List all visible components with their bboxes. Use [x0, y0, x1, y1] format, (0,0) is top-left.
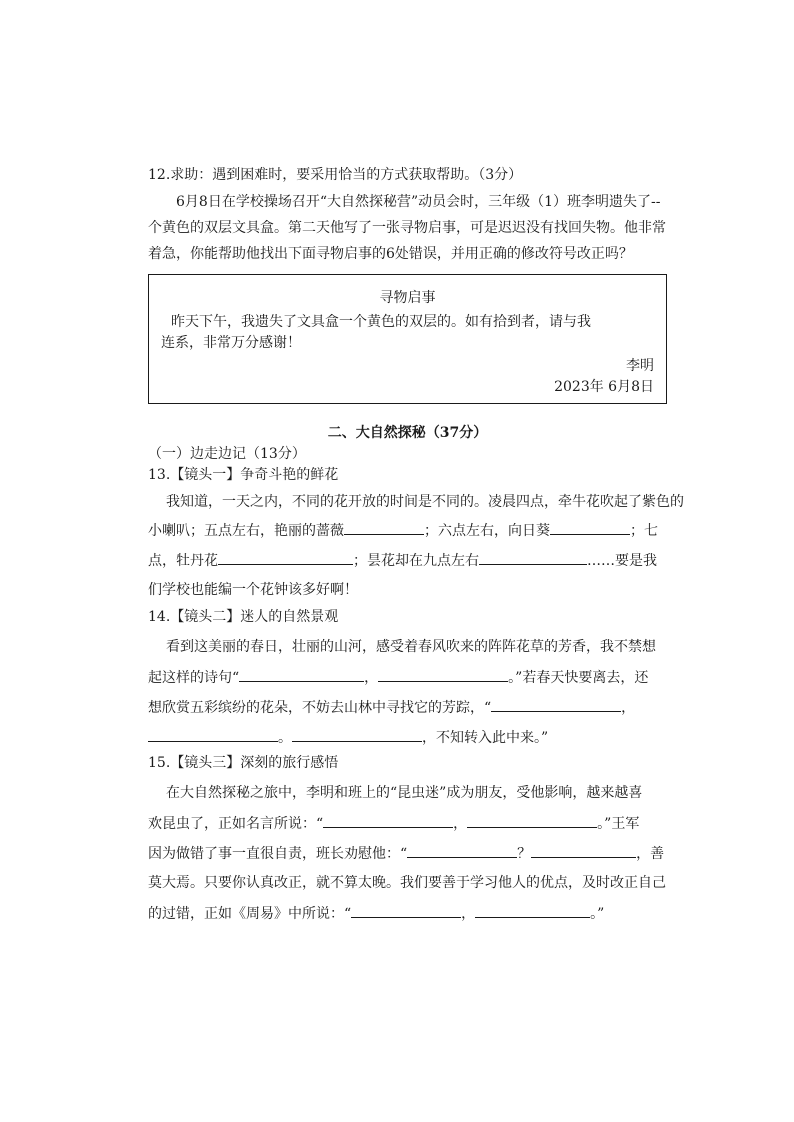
q13-line-3-text-b: ；昙花却在九点左右	[353, 553, 479, 569]
q15-line-3-text-a: 因为做错了事一直很自责，班长劝慰他：“	[148, 846, 408, 862]
q14-line-1: 看到这美丽的春日，壮丽的山河，感受着春风吹来的阵阵花草的芳香，我不禁想	[166, 639, 656, 655]
q15-line-5-text-b: ，	[461, 906, 476, 922]
q15-blank-2[interactable]	[467, 813, 597, 828]
q14-line-3	[148, 697, 693, 718]
notice-line-2: 连系，非常万分感谢！	[161, 335, 301, 351]
q15-line-2-text-a: 欢昆虫了，正如名言所说：“	[148, 816, 324, 832]
q12-paragraph-line-3: 着急，你能帮助他找出下面寻物启事的6处错误，并用正确的修改符号改正吗？	[148, 246, 633, 262]
q14-line-2-text-b: ，	[364, 670, 379, 686]
notice-date: 2023年 6月8日	[554, 379, 654, 395]
q14-line-2	[148, 667, 693, 688]
q13-blank-epiphyllum[interactable]	[479, 550, 587, 565]
section-2-title: 二、大自然探秘（37分）	[327, 425, 488, 441]
q13-line-2-text-a: 小喇叭；五点左右，艳丽的蔷薇	[148, 523, 344, 539]
q14-line-4	[148, 727, 693, 748]
q15-line-5-text-a: 的过错，正如《周易》中所说：“	[148, 906, 352, 922]
notice-signature: 李明	[626, 358, 654, 374]
q15-line-3-text-b: ？	[517, 846, 532, 862]
q15-line-5	[148, 903, 693, 924]
q14-blank-4[interactable]	[148, 727, 278, 742]
q14-blank-2[interactable]	[378, 667, 508, 682]
notice-line-1: 昨天下午，我遗失了文具盒一个黄色的双层的。如有拾到者，请与我	[171, 314, 591, 330]
q13-line-3-text-a: 点，牡丹花	[148, 553, 218, 569]
q15-line-3	[148, 843, 693, 864]
q13-line-3-text-c: ……要是我	[587, 553, 657, 569]
q13-blank-sunflower[interactable]	[550, 520, 630, 535]
q14-line-4-text-b: ，不知转入此中来。”	[422, 730, 549, 746]
q13-line-1: 我知道，一天之内，不同的花开放的时间是不同的。凌晨四点，牵牛花吹起了紫色的	[166, 494, 684, 510]
q14-line-3-text-b: ，	[621, 700, 636, 716]
q15-line-4: 莫大焉。只要你认真改正，就不算太晚。我们要善于学习他人的优点，及时改正自己	[148, 875, 666, 891]
q15-blank-6[interactable]	[475, 903, 590, 918]
q13-line-3	[148, 550, 693, 571]
q15-blank-4[interactable]	[531, 843, 636, 858]
q15-line-2-text-b: ，	[453, 816, 468, 832]
lost-item-notice	[148, 274, 667, 404]
q15-title: 15.【镜头三】深刻的旅行感悟	[148, 755, 339, 771]
notice-title: 寻物启事	[379, 290, 436, 306]
q14-line-2-text-c: 。”若春天快要离去，还	[508, 670, 649, 686]
q15-line-2	[148, 813, 693, 834]
section-2-subtitle: （一）边走边记（13分）	[148, 446, 306, 462]
q15-line-2-text-c: 。”王军	[597, 816, 640, 832]
q15-line-5-text-c: 。”	[590, 906, 605, 922]
q13-line-4: 们学校也能编一个花钟该多好啊！	[148, 582, 358, 598]
q15-blank-1[interactable]	[323, 813, 453, 828]
q13-line-2	[148, 520, 693, 541]
q14-blank-1[interactable]	[239, 667, 364, 682]
q14-line-3-text-a: 想欣赏五彩缤纷的花朵，不妨去山林中寻找它的芳踪，“	[148, 700, 492, 716]
q14-line-4-text-a: 。	[278, 730, 292, 746]
q15-blank-5[interactable]	[351, 903, 461, 918]
q12-paragraph-line-1: 6月8日在学校操场召开“大自然探秘营”动员会时，三年级（1）班李明遗失了--	[176, 194, 661, 210]
q14-line-2-text-a: 起这样的诗句“	[148, 670, 240, 686]
q13-line-2-text-c: ；七	[630, 523, 658, 539]
q14-title: 14.【镜头二】迷人的自然景观	[148, 609, 339, 625]
q13-title: 13.【镜头一】争奇斗艳的鲜花	[148, 467, 339, 483]
q13-blank-rose[interactable]	[344, 520, 424, 535]
q13-line-2-text-b: ；六点左右，向日葵	[424, 523, 550, 539]
q15-line-3-text-c: ，善	[636, 846, 665, 862]
q12-paragraph-line-2: 个黄色的双层文具盒。第二天他写了一张寻物启事，可是迟迟没有找回失物。他非常	[148, 220, 666, 236]
q14-blank-3[interactable]	[491, 697, 621, 712]
q15-blank-3[interactable]	[407, 843, 517, 858]
q14-blank-5[interactable]	[292, 727, 422, 742]
q12-title: 12.求助：遇到困难时，要采用恰当的方式获取帮助。（3分）	[148, 167, 523, 183]
q15-line-1: 在大自然探秘之旅中，李明和班上的“昆虫迷”成为朋友，受他影响，越来越喜	[166, 785, 643, 801]
q13-blank-peony[interactable]	[218, 550, 353, 565]
